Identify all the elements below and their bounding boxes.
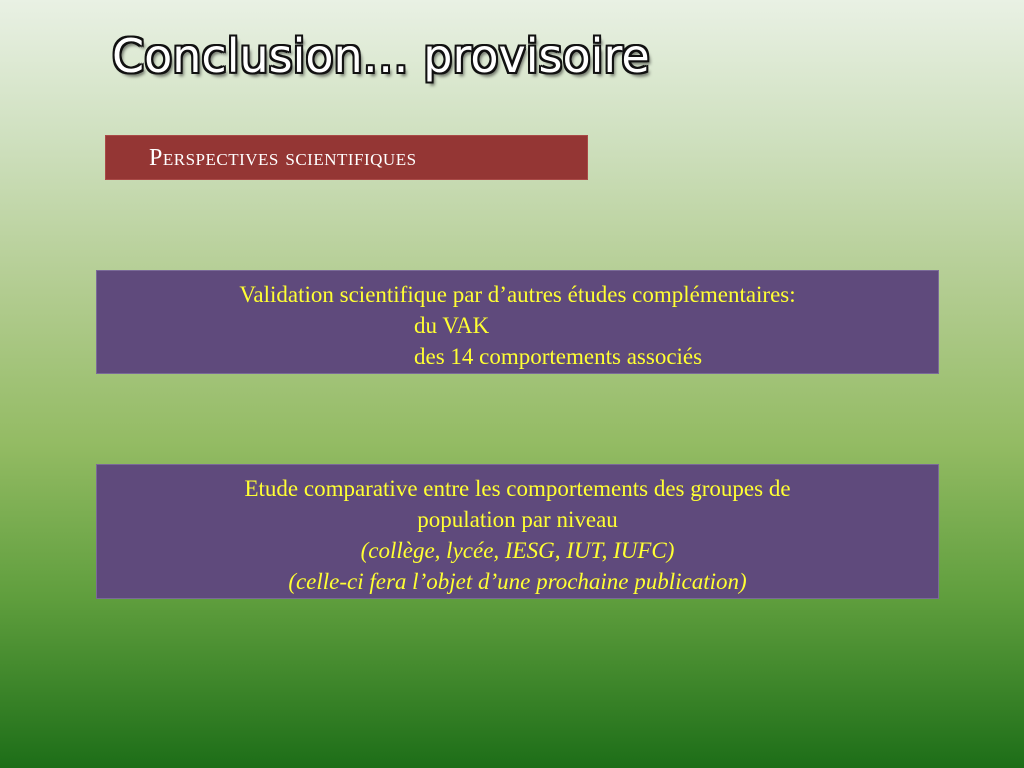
- validation-box: [96, 270, 939, 374]
- validation-line-2: du VAK: [414, 313, 490, 338]
- study-line-4: (celle-ci fera l’objet d’une prochaine publication): [288, 569, 747, 594]
- comparative-study-box: [96, 464, 939, 599]
- section-header: [105, 135, 588, 180]
- slide-title: Conclusion… provisoire: [112, 29, 650, 83]
- study-line-3: (collège, lycée, IESG, IUT, IUFC): [360, 538, 675, 563]
- study-line-1: Etude comparative entre les comportements des groupes de: [244, 476, 791, 501]
- study-line-2: population par niveau: [417, 507, 618, 532]
- validation-line-1: Validation scientifique par d’autres études complémentaires:: [239, 282, 796, 307]
- section-header-label: Perspectives scientifiques: [149, 145, 417, 171]
- validation-line-3: des 14 comportements associés: [414, 344, 703, 369]
